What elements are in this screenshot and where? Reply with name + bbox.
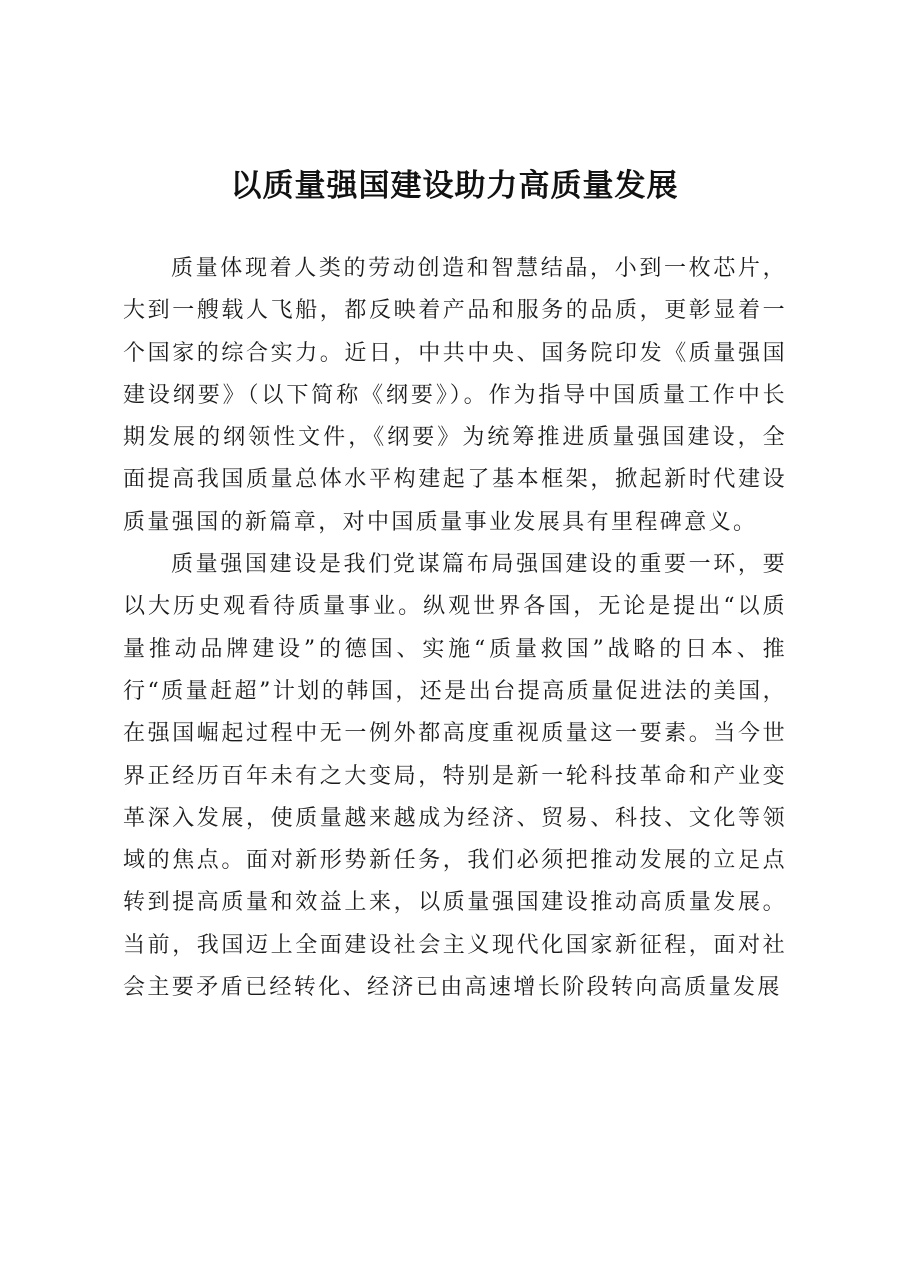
document-body	[123, 248, 787, 1009]
body-paragraph-2: 质量强国建设是我们党谋篇布局强国建设的重要一环，要以大历史观看待质量事业。纵观世界各国，无论是提出“以质量推动品牌建设”的德国、实施“质量救国”战略的日本、推行“质量赶超”计划的韩国，还是出台提高质量促进法的美国，在强国崛起过程中无一例外都高度重视质量这一要素。当今世界正经历百年未有之大变局，特别是新一轮科技革命和产业变革深入发展，使质量越来越成为经济、贸易、科技、文化等领域的焦点。面对新形势新任务，我们必须把推动发展的立足点转到提高质量和效益上来，以质量强国建设推动高质量发展。当前，我国迈上全面建设社会主义现代化国家新征程，面对社会主要矛盾已经转化、经济已由高速增长阶段转向高质量发展	[123, 552, 787, 1001]
document-title: 以质量强国建设助力高质量发展	[230, 168, 679, 204]
body-paragraph-1: 质量体现着人类的劳动创造和智慧结晶，小到一枚芯片，大到一艘载人飞船，都反映着产品和服务的品质，更彰显着一个国家的综合实力。近日，中共中央、国务院印发《质量强国建设纲要》（以下简称《纲要》）。作为指导中国质量工作中长期发展的纲领性文件，《纲要》为统筹推进质量强国建设，全面提高我国质量总体水平构建起了基本框架，掀起新时代建设质量强国的新篇章，对中国质量事业发展具有里程碑意义。	[123, 256, 787, 535]
